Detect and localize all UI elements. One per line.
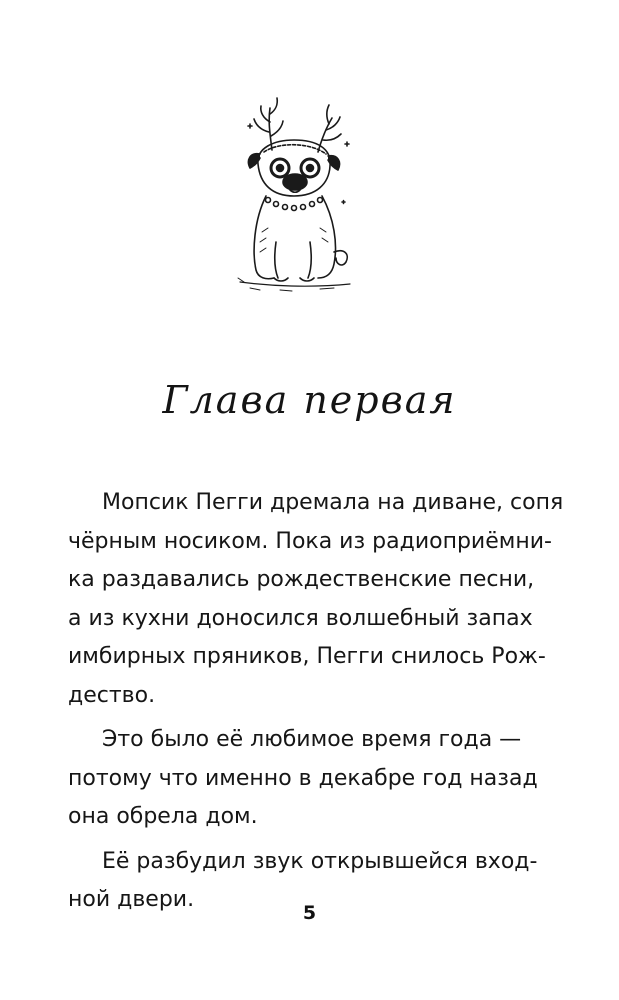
pug-with-antlers-icon (230, 92, 360, 302)
text-line: она обрела дом. (68, 804, 258, 829)
text-line: Это было её любимое время года — (102, 727, 522, 752)
page-number: 5 (302, 902, 317, 924)
text-line: Её разбудил звук открывшейся вход- (102, 848, 538, 874)
text-line: Мопсик Пегги дремала на диване, сопя (102, 490, 564, 515)
text-line: ной двери. (68, 887, 195, 912)
paragraph (68, 484, 564, 715)
text-line: имбирных пряников, Пегги снилось Рож- (68, 644, 546, 669)
paragraph (68, 721, 538, 837)
chapter-title: Глава первая (162, 378, 457, 422)
text-line: а из кухни доносился волшебный запах (68, 605, 533, 631)
text-line: ка раздавались рождественские песни, (68, 567, 535, 592)
text-line: чёрным носиком. Пока из радиоприёмни- (68, 528, 552, 554)
text-line: потому что именно в декабре год назад (68, 765, 538, 791)
chapter-text (68, 484, 564, 920)
text-line: дество. (68, 682, 156, 708)
